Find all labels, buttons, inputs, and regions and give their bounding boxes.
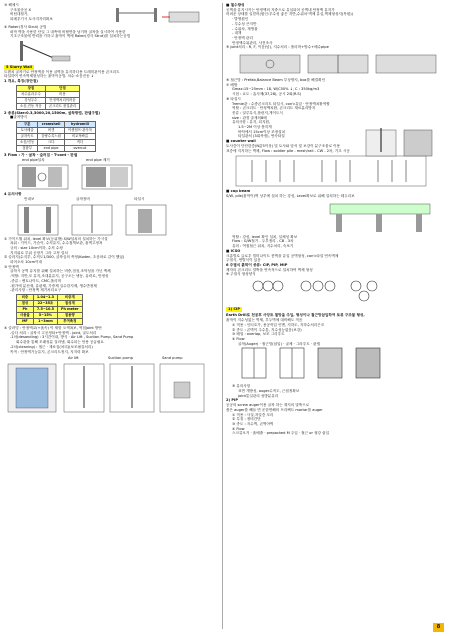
table-cell: 강성우수	[17, 97, 46, 103]
note-line: 규의 : size 10cm이하, 수직 수평	[10, 245, 63, 250]
subheading: 1 개요, 특징(장단점)	[4, 79, 38, 84]
table-row	[17, 134, 96, 140]
precaution-figure	[14, 197, 220, 237]
note-line: · 안정액 관리	[232, 35, 253, 40]
note-line: 유의사항 : 유지, 되지원,	[232, 120, 271, 125]
guide-wall-diagram	[14, 203, 184, 237]
slurry-wall-title: 5 Slurry Wall	[6, 64, 32, 69]
note-line: ⑧ 타설시	[226, 96, 241, 101]
note-line: 1.5~2M 이상 묻히게	[238, 125, 272, 130]
column-pile-diagram	[246, 278, 396, 304]
note-line: 회수관을 통해 모래성분 걸러냄, 회수되는 안용 공급필요	[16, 340, 104, 345]
note-line: ④ Flow	[232, 426, 245, 431]
subheading: 4 유의사항	[4, 191, 22, 196]
table-cell: 적다	[64, 140, 95, 146]
note-line: Tremie관 : 수중콘크리트 타설시, con'c유압 · 안정액치환역할	[232, 101, 330, 106]
note-line: S/W, pile(흙막이)벽 상부에 설치 하는 강성, Level확보로 위해 설치하는 테두리보	[226, 193, 355, 198]
note-line: 굴착(Auger) · 철근망(삽입) · 굴체 · 그라우트 · 판넬	[238, 341, 321, 346]
table-cell: 크다	[38, 140, 65, 146]
page-number: 8	[433, 623, 444, 632]
table-cell: 점성계	[58, 300, 83, 306]
cap-beam-title: ■ cap beam	[226, 189, 251, 194]
note-line: 타설관처 (3회측정), 연속타설	[238, 134, 285, 139]
raker-title: ④ Raker(경사 Strut) 공법	[4, 24, 47, 29]
note-line: ③ 안정액	[4, 264, 19, 269]
right-column	[226, 3, 444, 633]
note-line: 제자리 콘크리트 말뚝을 연속적으로 설치하여 벽체 형성	[226, 267, 313, 272]
icso-title: ■ ICSO	[226, 248, 241, 253]
note-line: ⑥ 철근망 : Prefab,Balance Beam 부상방지, box를 해결확인	[226, 78, 326, 83]
table-cell: 안정액처리어려움	[45, 97, 79, 103]
end-pipe-diagram	[16, 163, 146, 191]
raker-diagram	[16, 40, 76, 62]
note-line: ② 특징 : 정비간단	[232, 417, 261, 422]
counter-wall-title: ■ counter wall	[226, 139, 256, 144]
subheading: 2 종류(Size:0.3,3000,20,1500m, 굴착방법, 판넬구별)	[4, 110, 100, 115]
note-line: ⑤ joint처리 : R, F, 이음(넘), 지수처리 : 폴리머+방수+배수pipe	[226, 45, 329, 50]
table-header: 구분	[17, 122, 38, 128]
note-line: 토사층이 단단한층(N값5이상) 및 토사와 암석 및 보강이 분구조물로 이용	[226, 143, 341, 148]
figure-label: 타설시	[134, 196, 145, 201]
excavation-method-table	[16, 121, 96, 152]
note-line: ③ 종도 : 지수벽, 콘벽아벽	[232, 421, 274, 426]
subheading: ■굴착방식	[10, 115, 28, 120]
note-line: size : 관경 골재의8배	[232, 115, 267, 120]
table-cell: 감량수록느림	[38, 134, 65, 140]
note-line: ① 가이드월 위치, level 확보(등위밖) S/W설치의 설치하는 가시설	[4, 236, 108, 241]
note-line: ■ 철수방성	[226, 3, 245, 7]
note-line: 구조물준공 X	[10, 7, 31, 12]
note-line: 공공의 screw auger이용 굴착 하는 재지의 말뚝으로	[226, 403, 310, 408]
table-header: hydromill	[64, 122, 95, 128]
table-cell: overcut	[64, 146, 95, 152]
note-line: 스크류오거 · 흙배출 · prepacked M 주입 · 철근 or 형강 삽입	[232, 431, 330, 436]
figure-label: Suction pump	[108, 356, 133, 361]
note-line: -관리사항 : 안정액 재기처리요구	[10, 288, 62, 293]
desanding-notes	[4, 326, 220, 354]
note-line: 버팀대철거,	[10, 12, 29, 17]
note-line: ① 적용 : 인터호가, 용공작업 인맨, 지하도, 지하수처리곤꼬	[232, 322, 325, 327]
table-cell: 소음,진동 적음	[17, 103, 46, 109]
table-cell: 소음/진동	[17, 140, 38, 146]
note-line: 목적 : 안정액기능유지, 콘크리트정지, 지지력 확보	[10, 349, 89, 354]
pump-figure	[4, 354, 220, 414]
note-line: ② 종도 : 콘벽이 주수통, 지수성능없음(보강)	[232, 327, 302, 332]
note-line: 어려운 상태를 일컫어(원인:투수성 좋은 지반,수위차·벽체 유실,벽체형성지(목원))	[226, 12, 354, 17]
figure-label: Air lift	[68, 356, 79, 361]
pip-title: 2) PIP	[226, 398, 238, 403]
table-cell: 접합부	[17, 146, 38, 152]
note-line: 바닥에서 15cm이상 조정설치	[238, 129, 286, 134]
note-line: 굴착시 공벽 유지를 위해 설치하는 비중,점성,조막성을 가닌 액체	[10, 269, 111, 274]
joint-diagram	[238, 51, 438, 77]
note-line: 폭위 : 가이드, 가슴이, 수직유지, 수수첩책보관, 흙벽고정져	[10, 241, 103, 246]
figure-label: end pipe 제거	[86, 157, 110, 162]
table-cell: 사용율	[17, 312, 34, 318]
note-line: -슬다 처리 : 굴착시 고공정타+안정액 - joint, 굴도처리	[10, 330, 97, 335]
note-line: -2차(cleaning) : 철근 · 재료질(처리)(보조필질처리)	[10, 344, 93, 349]
note-line: - 수위차, 재생률	[232, 26, 258, 31]
note-line: ③ 배열 : overlap, 보조 그리우트	[232, 332, 285, 337]
table-cell: 이센펌프·관속착	[64, 128, 95, 134]
table-cell: 투여측정	[58, 318, 83, 324]
table-cell: 5~15%	[33, 312, 57, 318]
figure-label: 안내보	[24, 196, 35, 201]
strut-diagram	[114, 6, 204, 24]
note-line: ※ 주열식 형성양식	[226, 272, 256, 277]
note-line: -종류 : 벤토나이트, CMC,폴리머	[10, 278, 62, 283]
cip-title: 1) CIP	[228, 307, 241, 312]
note-line: Earth Drill로 천공후 사앙트 철망을 주입, 형성이나 철근망삽입하여 토류 구조물 형성,	[226, 313, 365, 318]
table-cell: Ph meter	[58, 306, 83, 312]
subheading: 6 주열식 흙막이 종류: CIP, PIP, MIP	[226, 262, 288, 267]
cap-beam-diagram	[326, 200, 436, 234]
note-line: ① 적용 : 사질,자갈층 모리	[232, 412, 274, 417]
note-line: 유의 : 여접철근 위치, 지수처리, 숙보기	[232, 244, 294, 249]
table-cell: end pipe	[38, 146, 65, 152]
slurry-desc: 트렌치 굴착기로 안정액을 이용 굴벽을 유지하다용 트레미관이용 콘크리트	[4, 69, 120, 74]
note-line: 좁은 auger를 빼들 면 운한면해의 프리팩트 mortar를 auger	[226, 407, 323, 412]
note-line: ③ 해체시	[4, 3, 19, 7]
table-cell: Ph	[17, 306, 34, 312]
desanding-diagram	[4, 362, 220, 414]
cip-diagram	[236, 346, 416, 380]
note-line: -역할: 지반,모 유지,조대분유지, 공구오는 냉동, 퓨력로, 안정성	[10, 274, 109, 279]
table-cell: 굴착속도	[17, 134, 38, 140]
note-line: - 대책	[232, 31, 242, 36]
note-line: 흙막이 지수성없는 벽체, 부두벽체 대비해도 적음	[226, 318, 303, 323]
table-cell: 22~35초	[33, 300, 57, 306]
table-cell: 1.04~1.3	[33, 294, 57, 300]
counter-wall-diagram	[232, 154, 432, 188]
note-line: · 발생원인	[232, 17, 249, 22]
figure-label: Sand pump	[162, 356, 183, 361]
note-line: ⑦ 배합	[226, 82, 238, 87]
note-line: 공벽을 유지시키는 안정액의 지중으로 유실되어 공벽내 안정액 유지가	[226, 7, 335, 12]
note-line: Gmax:15~25mm : 18, W/C50% ↓, C : 350kg/m3	[232, 87, 320, 92]
note-line: 크롬벌로 글로우 빌미나이트 풍벽을 유입 공벽형성, con'c타설 연속벽체	[226, 253, 339, 258]
table-header: cramshell	[38, 122, 65, 128]
note-line: 되메우기시 토사지지력확보	[10, 17, 53, 22]
note-line: ② 슬러지(수지부, 수직도1/300, 굴착심의 측정(Koden, 초음파로 같이 했었)	[4, 255, 125, 260]
table-cell: 비중계	[58, 294, 83, 300]
figure-label: end pipe설치	[22, 157, 45, 162]
end-pipe-figure	[16, 158, 220, 192]
raker-section	[4, 25, 220, 39]
table-cell: 차수효과우수	[17, 91, 46, 97]
water-loss-notes	[226, 3, 444, 50]
table-cell: 비교적빠름	[64, 134, 95, 140]
note-line: joint통일관리 성방분유리	[238, 393, 279, 398]
table-header: 장점	[17, 85, 46, 91]
left-column	[4, 3, 220, 633]
table-cell: 1~3mm	[33, 318, 57, 324]
column-divider	[222, 3, 223, 629]
note-line: 되어오차 10cm이내	[10, 260, 43, 265]
note-line: 표층에 지지하는 벽체, Flow : soldier pile - mesh/rail - CW - 2차, 기초 시공	[226, 148, 350, 153]
note-line: ⑤ 유의사항	[232, 384, 251, 389]
table-cell: 콘크리트 품질관리	[45, 103, 79, 109]
table-cell: 7.5~10.5	[33, 306, 57, 312]
table-cell: 버켓	[38, 128, 65, 134]
note-line: - 투수성 큰지반	[232, 21, 257, 26]
note-line: 안정액수위관리, 사전조사	[232, 40, 273, 45]
slurry-control-table	[16, 294, 83, 325]
note-line: 표면 개방성, auger수직도, 근접정확보	[238, 389, 300, 394]
table-row	[17, 146, 96, 152]
table-cell: 점성	[17, 300, 34, 306]
table-header: 단점	[45, 85, 79, 91]
table-cell: 점용량	[58, 312, 83, 318]
note-line: 종류 : 알루무식,플런저,게이트식	[232, 110, 283, 115]
note-line: 지지위로 부위 공장기 그라 고정 설치	[10, 250, 68, 255]
subheading: 3 Flow : 가 - 굴착 - 슬러짐 - T-cont - 판넬	[4, 153, 78, 158]
table-cell: 토사배출	[17, 128, 38, 134]
table-cell: 비중	[17, 294, 34, 300]
note-line: 주열식, 연발식이 있음	[226, 258, 261, 263]
note-line: -원가에 분산재, 유판제, 가중제 실수한지제, 생수반정제	[10, 283, 97, 288]
note-line: 시험 : 요도 : 흡사제(37,28), 공시 2회(R.S)	[232, 92, 302, 97]
raker-desc: 기초구조물에 반력을 가하고 흙막이 벽에 Raker(경사 Strut)를 설치하는공법	[10, 34, 131, 39]
table-row	[17, 103, 80, 109]
figure-label: 굴착장비	[76, 196, 90, 201]
table-cell: MF	[17, 318, 34, 324]
pros-cons-table	[16, 85, 80, 110]
precaution-notes	[4, 237, 220, 293]
note-line: -1차(desanding) : 3시간이내, 방식 · Air Lift , Suction Pump, Sand Pump	[10, 335, 134, 340]
note-line: 역할 : 콘크리트 · 안정액치환, 콘크리트 재료분리방지	[232, 106, 316, 111]
raker-desc: 퍼막 벽을 사용한 단일 그 내측에 비탈면을 남기며 굴착을 실시하여 사용한	[10, 29, 126, 34]
note-line: ④ Flow	[232, 336, 245, 341]
note-line: Flow : G/W철거 - 두부정리 - CB - 3차	[232, 239, 294, 244]
cip-figure	[236, 346, 444, 384]
tremie-diagram	[356, 128, 436, 158]
table-cell: 비용	[45, 91, 79, 97]
note-line: ④ 슬러밍 : 안정액교(+흙속) 이 세항 오색폭보, 역침joint 방안	[4, 325, 102, 330]
note-line: 역할 : 강성, level 확인 설치, 일체성 확보	[232, 234, 298, 239]
slurry-desc: 타설하여 연속벽체형성하는 흙막이공법. 차수·소음진동 ↓	[4, 74, 94, 79]
